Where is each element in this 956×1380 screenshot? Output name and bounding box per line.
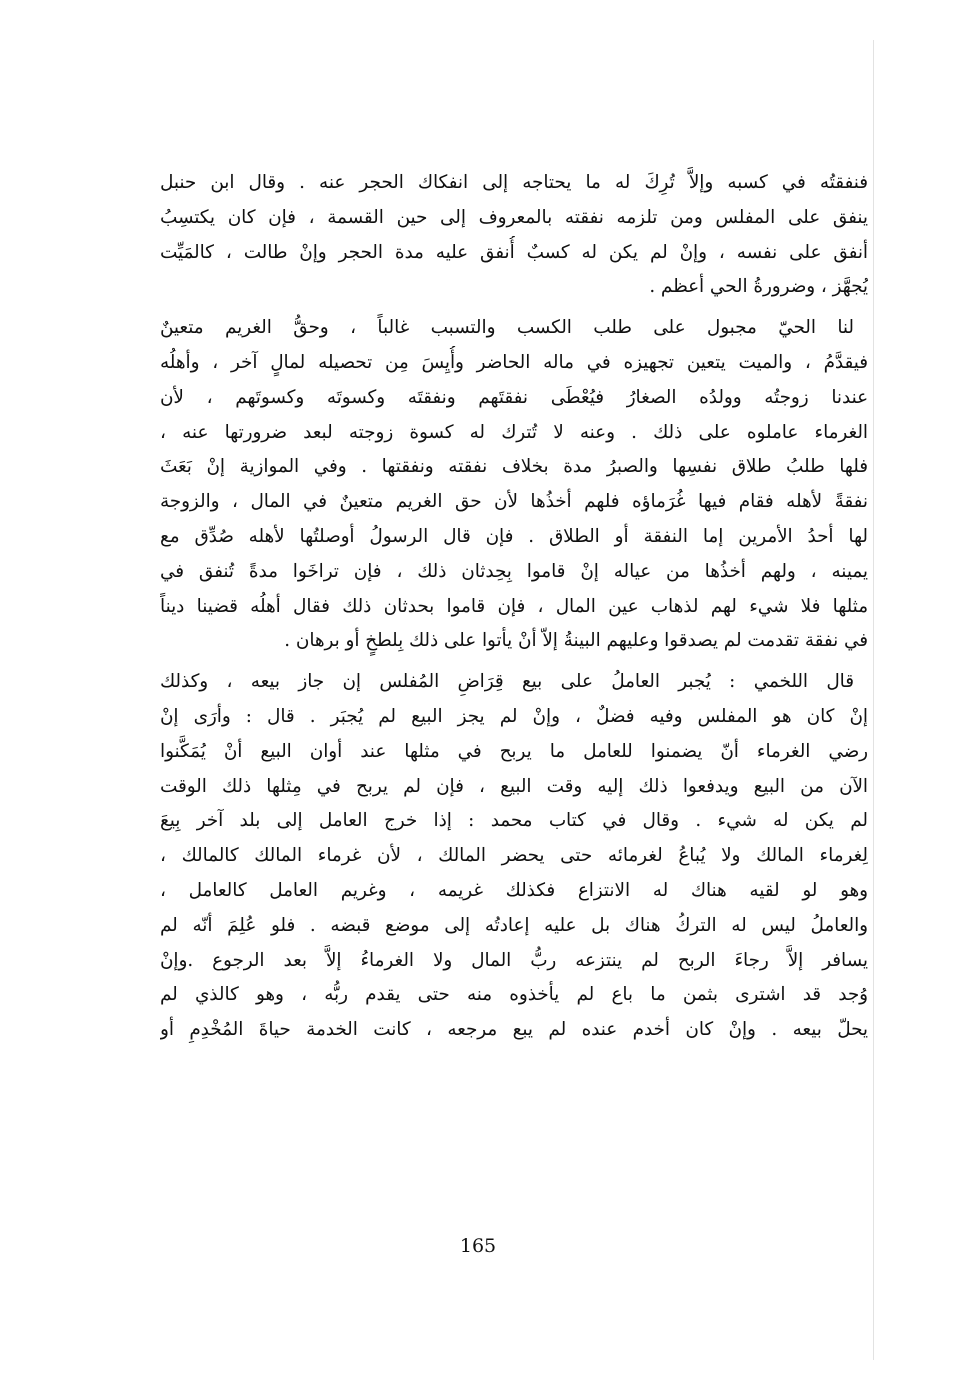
- text-line: فنفقتُه في كسبه وإلاَّ تُرِكَ له ما يحتاجه إلى انفكاك الحجر عنه . وقال ابن حنبل: [160, 172, 868, 193]
- text-line: نفقةً لأهله فقام فيها غُرَماؤه فلهم أخذُها لأن حق الغريم متعينٌ في المال ، والزوجة: [160, 491, 868, 513]
- page-number: 165: [459, 1235, 497, 1257]
- paragraph-2: [160, 311, 868, 659]
- text-line: لِغرماء المالك ولا يُباعُ لغرمائه حتى يحضر المالك ، لأن غرماء المالك كالمالك ،: [160, 845, 868, 867]
- text-line: يسافر إلاَّ رجاءَ الربح لم ينتزعه ربُّ المال ولا الغرماءُ إلاَّ بعد الرجوع .وإنْ: [160, 949, 868, 971]
- paragraph-3: [160, 665, 868, 1048]
- text-line: يحلّ بيعه . وإنْ كان أخدم عنده لم يبع مرجعه ، كانت الخدمة حياةَ المُخْدِمِ أو: [160, 1019, 868, 1041]
- text-line: عندنا زوجتُه وولدُه الصغارُ فيُعْطَى نفقتَهم ونفقتَه وكسوتَه وكسوتَهم ، لأن: [160, 386, 868, 408]
- text-line: لنا الحيّ مجبول على طلب الكسب والتسبب غالباً ، وحقُّ الغريم متعينٌ: [160, 317, 854, 339]
- body-text: [160, 166, 868, 1054]
- text-line: ينفق على المفلس ومن تلزمه نفقته بالمعروف إلى حين القسمة ، فإن كان يكتسِبُ: [160, 206, 868, 228]
- text-line: قال اللخمي : يُجبر العاملُ على بيع قِرَاضِ المُفلس إن جاز بيعه ، وكذلك: [160, 671, 854, 693]
- page-edge-line: [873, 40, 874, 1360]
- text-line: إنْ كان هو المفلس وفيه فضلٌ ، وإنْ لم يجز البيع لم يُجبَر . قال : وأرَى إنْ: [160, 705, 868, 727]
- text-line: فيقدَّمُ ، والميت يتعين تجهيزه في ماله الحاضر وأُيِسَ مِن تحصيله لمالٍ آخر ، وأهلُه: [160, 351, 868, 373]
- text-line: يمينه ، ولهم أخذُها من عياله إنْ قاموا بِحِدثان ذلك ، فإن تراخَوا مدةً تُنفق في: [160, 560, 868, 582]
- text-line: وُجد قد اشترى بثمن ما باع لم يأخذوه منه حتى يقدم ربُّه ، وهو كالذي لم: [160, 984, 868, 1006]
- text-line: وهو لو لقيه هناك له الانتزاع فكذلك غريمه ، وغريم العامل كالعامل ،: [160, 879, 868, 901]
- text-line: فلها طلبُ طلاق نفسِها والصبرُ مدة بخلاف نفقته ونفقتها . وفي الموازية إنْ بَعَثَ: [160, 456, 868, 478]
- text-line: لها أحدُ الأمرين إما النفقة أو الطلاق . فإن قال الرسولُ أوصلتُها لأهله صُدِّق مع: [160, 525, 868, 547]
- text-line: لم يكن له شيء . وقال في كتاب محمد : إذا خرج العامل إلى بلد آخر بِيعَ: [160, 810, 868, 832]
- text-line: مثلها فلا شيء لهم لذهاب عين المال ، فإن قاموا بحدثان ذلك فقال أهلُه قضينا ديناً: [160, 595, 868, 617]
- text-line: الغرماء عاملوه على ذلك . وعنه لا تُترك له كسوة زوجته لبعد ضرورتها عنه ،: [160, 421, 868, 443]
- text-line: والعاملُ ليس له التركُ هناك بل عليه إعادتُه إلى موضع قبضه . فلو عُلِمَ أنّه لم: [160, 914, 868, 936]
- text-line: في نفقة تقدمت لم يصدقوا وعليهم البينةُ إلاّ أنْ يأتوا على ذلك بِلطخٍ أو برهان .: [284, 630, 868, 652]
- text-line: رضي الغرماء أنّ يضمنوا للعامل ما يربح في مثلها عند أوان البيع أنْ يُمَكَّنوا: [160, 740, 868, 762]
- paragraph-1: [160, 166, 868, 305]
- text-line: أنفق على نفسه ، وإنْ لم يكن له كسبٌ أُنفق عليه مدة الحجر وإنْ طالت ، كالمَيِّت: [160, 241, 868, 263]
- text-line: يُجهَّز ، وضرورةُ الحي أعظم .: [649, 276, 868, 298]
- text-line: الآن من البيع ويدفعوا ذلك إليه وقت البيع ، فإن لم يربح في مِثلها ذلك الوقت: [160, 775, 868, 797]
